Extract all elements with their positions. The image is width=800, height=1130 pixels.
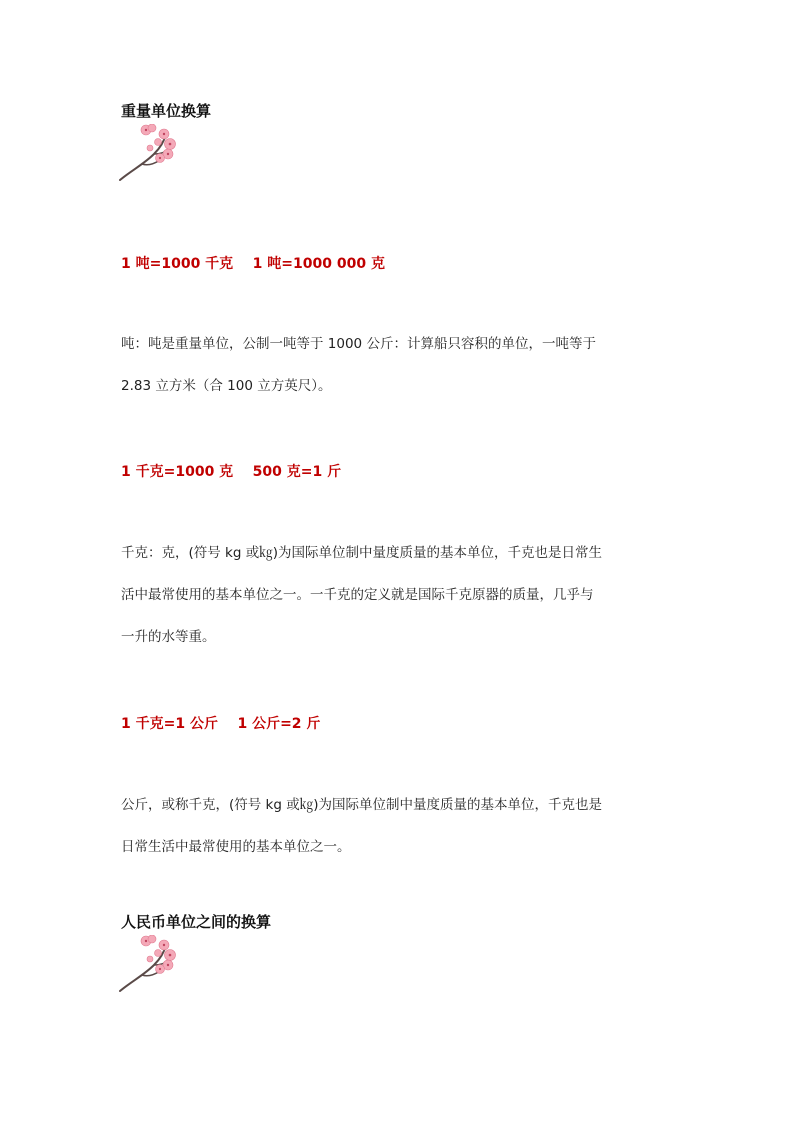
plum-blossom-branch-icon <box>118 935 180 993</box>
paragraph-kilogram <box>121 545 691 671</box>
formula-ton: 1 吨=1000 千克 1 吨=1000 000 克 <box>121 256 385 272</box>
plum-blossom-branch-icon <box>118 124 180 182</box>
text-line: 2.83 立方米（合 100 立方英尺）。 <box>121 378 332 394</box>
paragraph-ton <box>121 336 691 420</box>
paragraph-gongjin <box>121 797 691 881</box>
text-line: 一升的水等重。 <box>121 629 216 645</box>
text-line: 活中最常使用的基本单位之一。一千克的定义就是国际千克原器的质量，几乎与 <box>121 587 594 603</box>
text-line: 日常生活中最常使用的基本单位之一。 <box>121 839 351 855</box>
section-heading-rmb: 人民币单位之间的换算 <box>121 913 272 931</box>
formula-kilogram: 1 千克=1000 克 500 克=1 斤 <box>121 464 342 480</box>
formula-gongjin: 1 千克=1 公斤 1 公斤=2 斤 <box>121 716 321 732</box>
section-heading-weight: 重量单位换算 <box>121 102 212 120</box>
text-line: 公斤，或称千克，(符号 kg 或㎏)为国际单位制中量度质量的基本单位，千克也是 <box>121 797 603 813</box>
text-line: 千克：克，(符号 kg 或㎏)为国际单位制中量度质量的基本单位，千克也是日常生 <box>121 545 603 561</box>
text-line: 吨：吨是重量单位，公制一吨等于 1000 公斤：计算船只容积的单位，一吨等于 <box>121 336 596 352</box>
